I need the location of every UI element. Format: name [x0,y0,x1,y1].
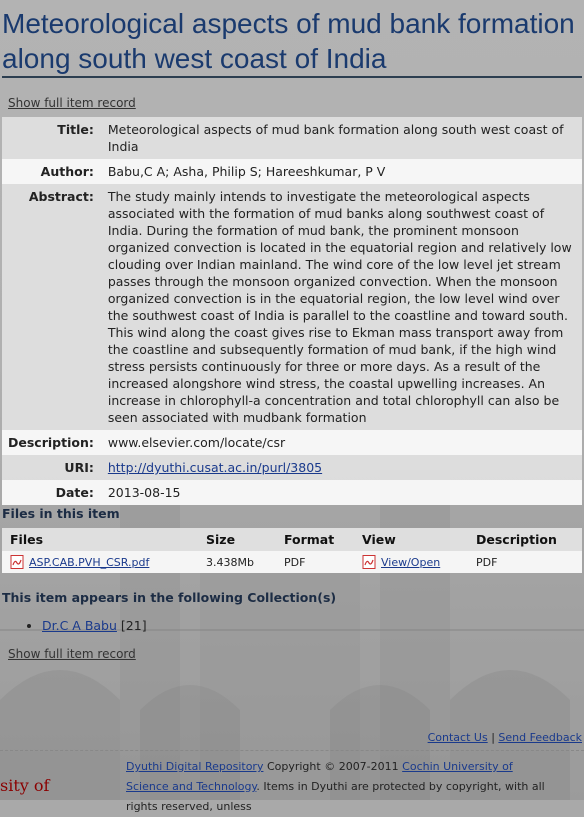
file-view-cell [354,551,468,573]
show-full-record-link-top[interactable]: Show full item record [8,96,136,110]
send-feedback-link[interactable]: Send Feedback [498,731,582,744]
metadata-value-abstract: The study mainly intends to investigate the meteorological aspects associated with the formation of mud banks along southwest coast of India. During the formation of mud bank, the prominent monsoon organized convection is located in the equatorial region and relatively low clouding over Indian mainland. The wind core of the low level jet stream passes through the monsoon organized convection. When the monsoon organized convection is in the equatorial region, the low level wind over the southwest coast of India is parallel to the coastline and toward south. This wind along the coast gives rise to Ekman mass transport away from the coastline and subsequently formation of mud bank, if the high wind stress persists continuously for three or more days. As a result of the increased alongshore wind stress, the coastal upwelling increases. An increase in chlorophyll-a concentration and total chlorophyll can also be seen associated with mudbank formation [102,184,582,430]
files-col-description: Description [468,528,582,551]
metadata-row-author [2,159,582,184]
files-col-size: Size [198,528,276,551]
page-title: Meteorological aspects of mud bank formation along south west coast of India [2,8,575,74]
files-col-view: View [354,528,468,551]
metadata-label: URI: [2,455,102,480]
collection-link[interactable]: Dr.C A Babu [42,618,117,633]
collections-list [42,618,147,633]
files-table [2,528,582,573]
metadata-label: Title: [2,117,102,159]
uri-link[interactable]: http://dyuthi.cusat.ac.in/purl/3805 [107,460,323,475]
collection-count: [21] [120,618,147,633]
file-name-link[interactable]: ASP.CAB.PVH_CSR.pdf [29,556,150,569]
collections-heading: This item appears in the following Collection(s) [2,590,337,605]
files-col-format: Format [276,528,354,551]
metadata-value-uri [102,455,582,480]
pdf-icon [10,555,24,569]
metadata-row-title [2,117,582,159]
metadata-label: Date: [2,480,102,505]
rights-text: . Items in Dyuthi are protected by copyright, with all rights reserved, unless [126,780,545,813]
metadata-row-description [2,430,582,455]
file-format: PDF [276,551,354,573]
university-link[interactable]: Cochin University of Science and Technology [126,760,513,793]
repository-link[interactable]: Dyuthi Digital Repository [126,760,264,773]
show-full-record-link-bottom[interactable]: Show full item record [8,647,136,661]
footer-copyright [126,757,556,817]
file-row [2,551,582,573]
metadata-row-date [2,480,582,505]
metadata-value-author: Babu,C A; Asha, Philip S; Hareeshkumar, P V [102,159,582,184]
files-col-files: Files [2,528,198,551]
metadata-label: Abstract: [2,184,102,430]
metadata-value-date: 2013-08-15 [102,480,582,505]
view-open-link[interactable]: View/Open [381,556,441,569]
files-header-row [2,528,582,551]
metadata-row-uri [2,455,582,480]
footer-divider [0,750,584,751]
copyright-text: Copyright © 2007-2011 [263,760,403,773]
title-divider [2,76,582,78]
contact-us-link[interactable]: Contact Us [427,731,488,744]
metadata-table [2,117,582,505]
files-heading: Files in this item [2,506,120,521]
collection-item [42,618,147,633]
metadata-value-title: Meteorological aspects of mud bank formation along south west coast of India [102,117,582,159]
metadata-row-abstract [2,184,582,430]
metadata-label: Description: [2,430,102,455]
footer-separator: | [491,731,495,744]
metadata-label: Author: [2,159,102,184]
pdf-icon [362,555,376,569]
metadata-value-description: www.elsevier.com/locate/csr [102,430,582,455]
file-name-cell [2,551,198,573]
file-size: 3.438Mb [198,551,276,573]
university-logo: sity of [0,776,50,795]
footer-contact [428,731,582,744]
file-description: PDF [468,551,582,573]
